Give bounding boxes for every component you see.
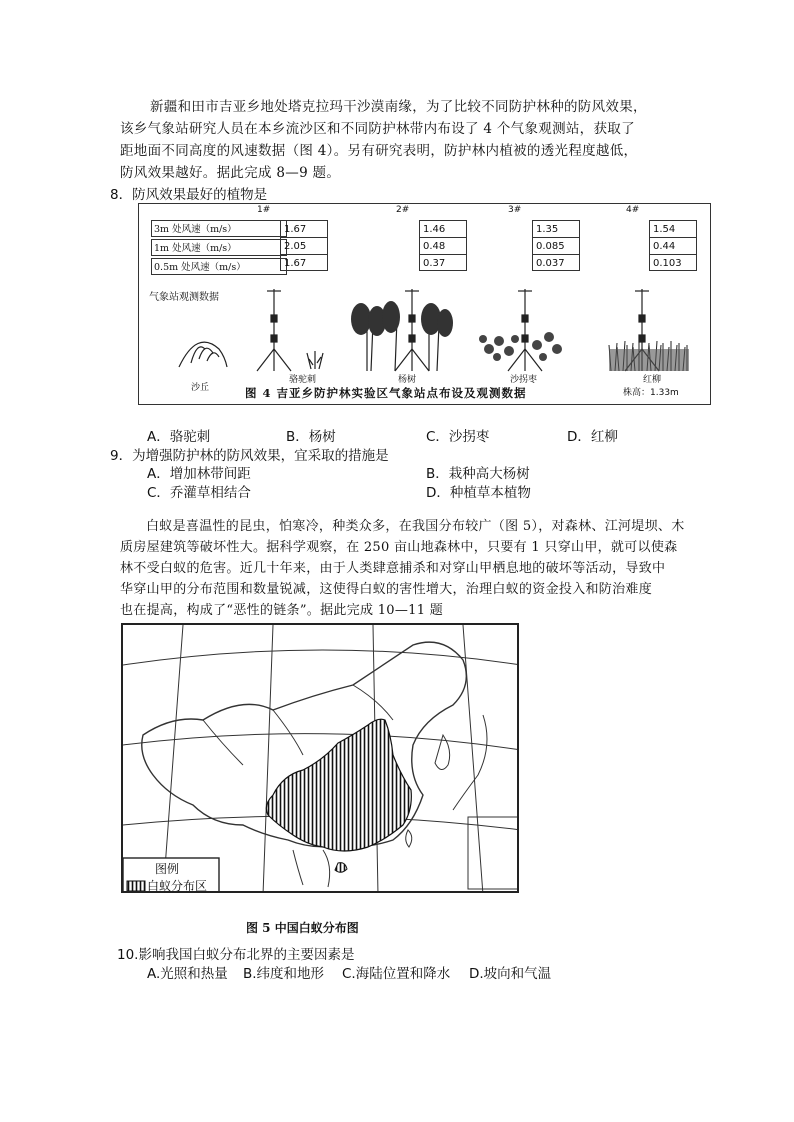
station-3-values [532, 220, 580, 271]
q9-option-c[interactable]: C．乔灌草相结合 [147, 485, 251, 501]
station-id: 1# [257, 205, 271, 215]
q9-option-b[interactable]: B．栽种高大杨树 [426, 466, 530, 482]
plant-label: 杨树 [398, 375, 417, 385]
passage-1-line: 距地面不同高度的风速数据（图 4）。另有研究表明，防护林内植被的透光程度越低， [120, 143, 638, 159]
plant-label: 沙丘 [191, 383, 210, 393]
value-cell: 1.46 [420, 221, 466, 238]
legend-title: 图例 [155, 862, 180, 876]
value-cell: 0.37 [423, 258, 446, 269]
passage-1-line: 该乡气象站研究人员在本乡流沙区和不同防护林带内布设了 4 个气象观测站，获取了 [120, 121, 635, 137]
station-id: 2# [396, 205, 410, 215]
value-cell: 0.085 [533, 238, 579, 255]
value-cell: 1.54 [650, 221, 696, 238]
station-id: 3# [508, 205, 522, 215]
station-2-values [419, 220, 467, 271]
question-9-stem: 9．为增强防护林的防风效果，宜采取的措施是 [110, 448, 389, 464]
row-label-05m: 0.5m 处风速（m/s） [151, 258, 287, 275]
value-cell: 0.037 [536, 258, 565, 269]
q10-option-c[interactable]: C.海陆位置和降水 [342, 966, 451, 982]
station-id: 4# [626, 205, 640, 215]
figure-5-map [121, 623, 519, 893]
passage-1-line: 防风效果越好。据此完成 8—9 题。 [120, 165, 341, 181]
q10-option-a[interactable]: A.光照和热量 [147, 966, 228, 982]
q8-option-a[interactable]: A．骆驼刺 [147, 429, 211, 445]
row-label-3m: 3m 处风速（m/s） [151, 220, 287, 237]
question-8-stem: 8．防风效果最好的植物是 [110, 187, 268, 203]
q10-option-b[interactable]: B.纬度和地形 [243, 966, 325, 982]
q9-option-a[interactable]: A．增加林带间距 [147, 466, 251, 482]
q8-option-b[interactable]: B．杨树 [286, 429, 336, 445]
value-cell: 1.35 [533, 221, 579, 238]
passage-2-line: 林不受白蚁的危害。近几十年来，由于人类肆意捕杀和对穿山甲栖息地的破坏等活动，导致中 [120, 561, 666, 576]
china-map-illustration [123, 625, 519, 893]
plant-height-label: 株高：1.33m [623, 388, 679, 398]
q8-option-d[interactable]: D．红柳 [567, 429, 618, 445]
q10-option-d[interactable]: D.坡向和气温 [469, 966, 552, 982]
row-label-1m: 1m 处风速（m/s） [151, 239, 287, 256]
figure-5-caption: 图 5 中国白蚁分布图 [246, 921, 359, 935]
passage-2 [120, 516, 700, 621]
value-cell: 0.103 [653, 258, 682, 269]
figure-4 [138, 203, 711, 405]
plant-label: 红柳 [643, 375, 662, 385]
value-cell: 0.48 [420, 238, 466, 255]
plant-label: 骆驼刺 [289, 375, 317, 385]
passage-1 [120, 96, 680, 184]
value-cell: 1.67 [284, 258, 307, 269]
value-cell: 2.05 [281, 238, 327, 255]
value-cell: 1.67 [281, 221, 327, 238]
passage-1-line: 新疆和田市吉亚乡地处塔克拉玛干沙漠南缘，为了比较不同防护林种的防风效果， [150, 99, 647, 115]
passage-2-line: 质房屋建筑等破坏性大。据科学观察，在 250 亩山地森林中，只要有 1 只穿山甲，就可以使森 [120, 540, 678, 555]
plant-label: 沙拐枣 [510, 375, 538, 385]
question-10-stem: 10.影响我国白蚁分布北界的主要因素是 [117, 947, 355, 963]
passage-2-line: 白蚁是喜温性的昆虫，怕寒冷，种类众多，在我国分布较广（图 5），对森林、江河堤坝、木 [146, 519, 685, 534]
figure-4-caption: 图 4 吉亚乡防护林实验区气象站点布设及观测数据 [245, 386, 527, 400]
station-illustration [139, 279, 709, 379]
observation-label: 气象站观测数据 [149, 292, 219, 303]
value-cell: 0.44 [650, 238, 696, 255]
passage-2-line: 华穿山甲的分布范围和数量锐减，这使得白蚁的害性增大，治理白蚁的资金投入和防治难度 [120, 582, 653, 597]
q9-option-d[interactable]: D．种植草本植物 [426, 485, 531, 501]
passage-2-line: 也在提高，构成了“恶性的链条”。据此完成 10—11 题 [120, 603, 444, 618]
station-4-values [649, 220, 697, 271]
station-1-values [280, 220, 328, 271]
q8-option-c[interactable]: C．沙拐枣 [426, 429, 490, 445]
legend-item-label: 白蚁分布区 [147, 879, 208, 893]
